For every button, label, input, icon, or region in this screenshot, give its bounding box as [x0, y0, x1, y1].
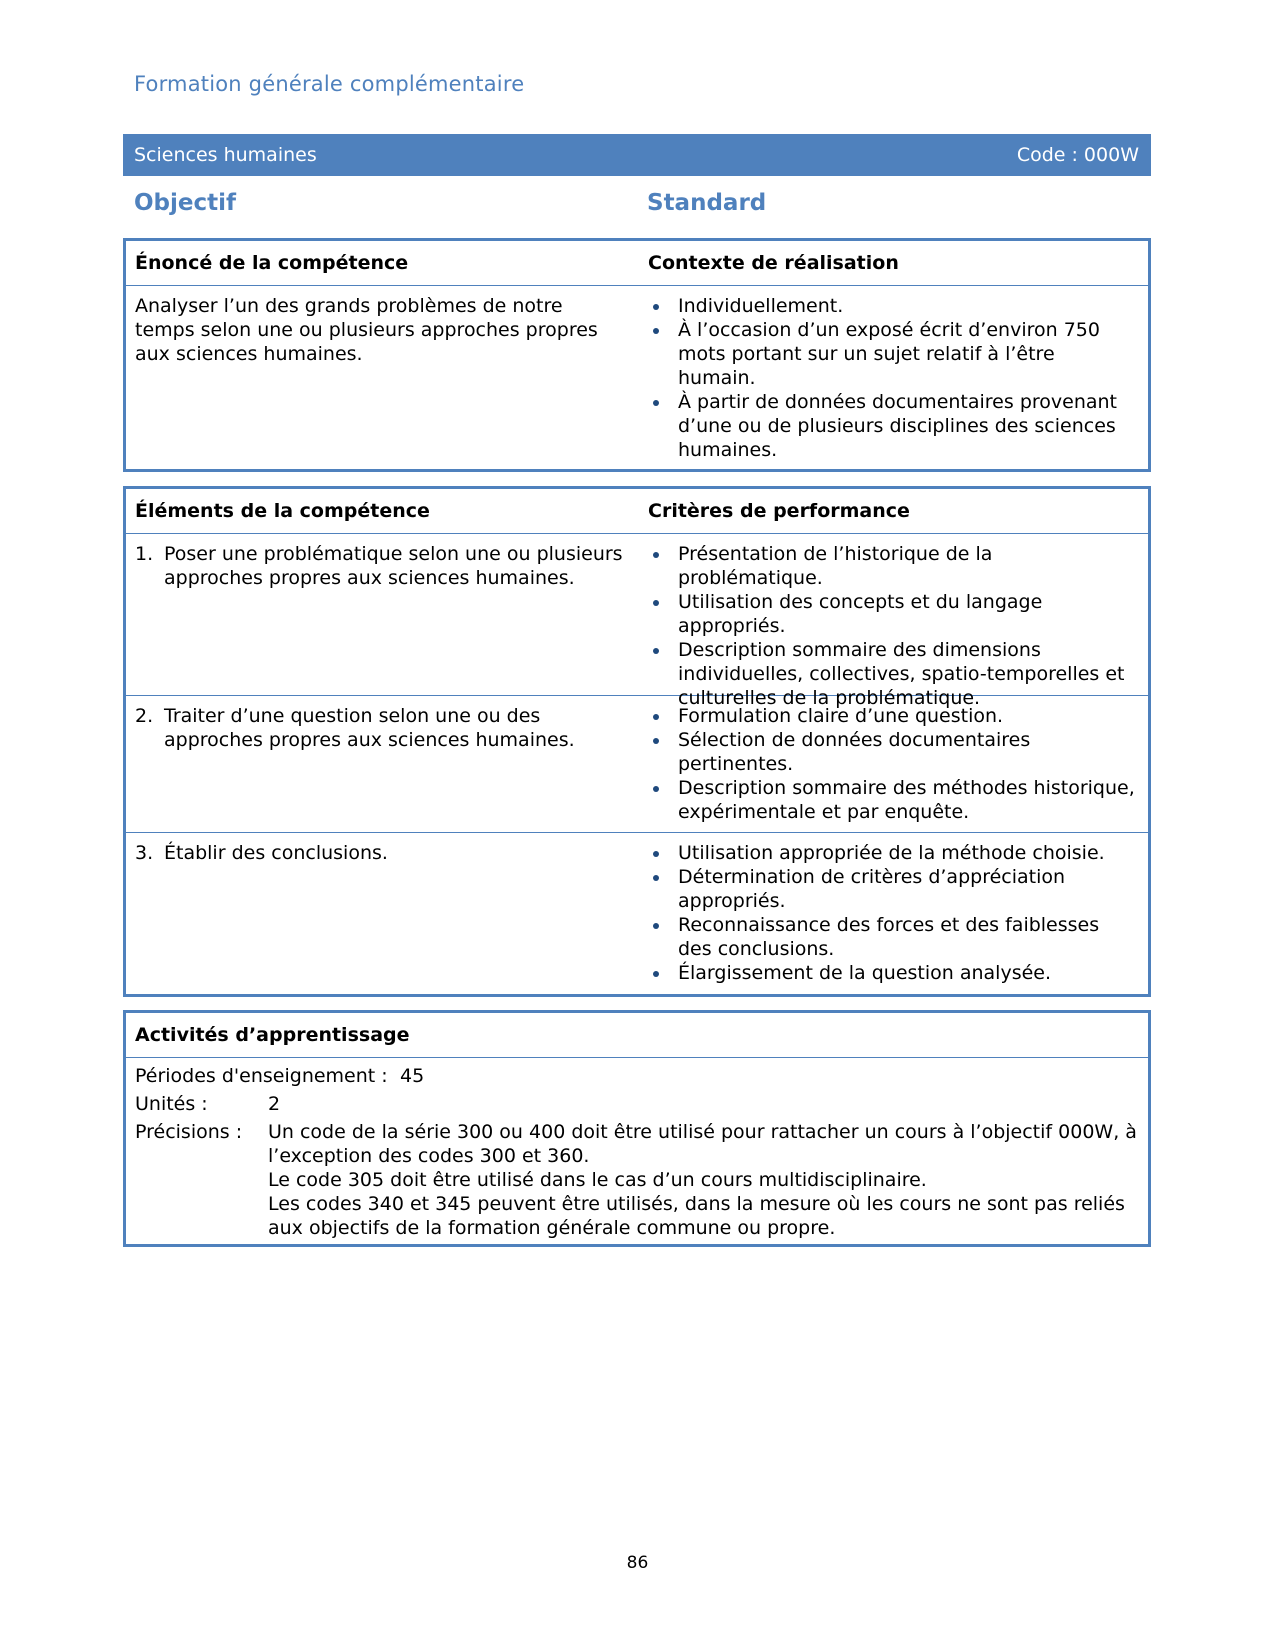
criteria-list [648, 542, 1148, 710]
periods-label: Périodes d'enseignement : [135, 1065, 388, 1087]
standard-heading: Standard [647, 190, 767, 216]
element-item [135, 841, 639, 865]
list-item: Présentation de l’historique de la problématique. [648, 542, 1148, 590]
context-header: Contexte de réalisation [648, 252, 899, 274]
element-text: Établir des conclusions. [164, 842, 388, 864]
list-item: Utilisation des concepts et du langage appropriés. [648, 590, 1148, 638]
competence-table [123, 238, 1151, 472]
list-item: Formulation claire d’une question. [648, 704, 1148, 728]
objective-code: Code : 000W [1016, 144, 1139, 166]
list-item: Reconnaissance des forces et des faiblesses des conclusions. [648, 913, 1148, 961]
list-item: À l’occasion d’un exposé écrit d’environ 750 mots portant sur un sujet relatif à l’être humain. [648, 318, 1148, 390]
precisions-line [135, 1120, 1138, 1240]
units-label: Unités : [135, 1093, 208, 1115]
elements-header: Éléments de la compétence [135, 500, 430, 522]
precision-item: Un code de la série 300 ou 400 doit être utilisé pour rattacher un cours à l’objectif 000W, à l’exception des codes 300 et 360. [268, 1121, 1137, 1167]
element-number: 3. [135, 842, 154, 864]
list-item: À partir de données documentaires provenant d’une ou de plusieurs disciplines des sciences humaines. [648, 390, 1148, 462]
elements-table [123, 486, 1151, 997]
table-header-row [126, 489, 1148, 533]
list-item: Détermination de critères d’appréciation appropriés. [648, 865, 1148, 913]
element-text: Poser une problématique selon une ou plusieurs approches propres aux sciences humaines. [164, 543, 623, 589]
precisions-list [268, 1120, 1138, 1240]
element-text: Traiter d’une question selon une ou des approches propres aux sciences humaines. [164, 705, 575, 751]
discipline-name: Sciences humaines [134, 144, 317, 166]
context-list [648, 294, 1148, 462]
criteria-header: Critères de performance [648, 500, 910, 522]
table-header-row [126, 241, 1148, 285]
precision-item: Les codes 340 et 345 peuvent être utilisés, dans la mesure où les cours ne sont pas reliés aux objectifs de la formation générale commune ou propre. [268, 1193, 1125, 1239]
list-item: Description sommaire des méthodes historique, expérimentale et par enquête. [648, 776, 1148, 824]
units-value: 2 [268, 1093, 281, 1115]
list-item: Élargissement de la question analysée. [648, 961, 1148, 985]
precision-item: Le code 305 doit être utilisé dans le cas d’un cours multidisciplinaire. [268, 1169, 927, 1191]
list-item: Description sommaire des dimensions individuelles, collectives, spatio-temporelles et culturelles de la problématique. [648, 638, 1148, 710]
discipline-title-bar [123, 134, 1151, 176]
element-number: 1. [135, 543, 154, 565]
periods-line [135, 1064, 1138, 1088]
criteria-list [648, 704, 1148, 824]
element-number: 2. [135, 705, 154, 727]
table-row [126, 695, 1148, 832]
activities-header: Activités d’apprentissage [135, 1024, 410, 1046]
activities-body [126, 1057, 1148, 1240]
column-headings [134, 190, 1144, 226]
element-item [135, 704, 639, 752]
units-line [135, 1092, 1138, 1116]
element-item [135, 542, 639, 590]
list-item: Sélection de données documentaires pertinentes. [648, 728, 1148, 776]
activities-table [123, 1010, 1151, 1247]
table-row [126, 832, 1148, 991]
table-row [126, 533, 1148, 709]
periods-value: 45 [400, 1065, 425, 1087]
table-row [126, 285, 1148, 468]
statement-header: Énoncé de la compétence [135, 252, 409, 274]
list-item: Individuellement. [648, 294, 1148, 318]
table-header-row [126, 1013, 1148, 1057]
competence-statement: Analyser l’un des grands problèmes de notre temps selon une ou plusieurs approches propres aux sciences humaines. [135, 295, 598, 365]
precisions-label: Précisions : [135, 1121, 243, 1143]
criteria-list [648, 841, 1148, 985]
objectif-heading: Objectif [134, 190, 237, 216]
list-item: Utilisation appropriée de la méthode choisie. [648, 841, 1148, 865]
section-title: Formation générale complémentaire [134, 72, 525, 96]
page-number: 86 [626, 1553, 649, 1573]
